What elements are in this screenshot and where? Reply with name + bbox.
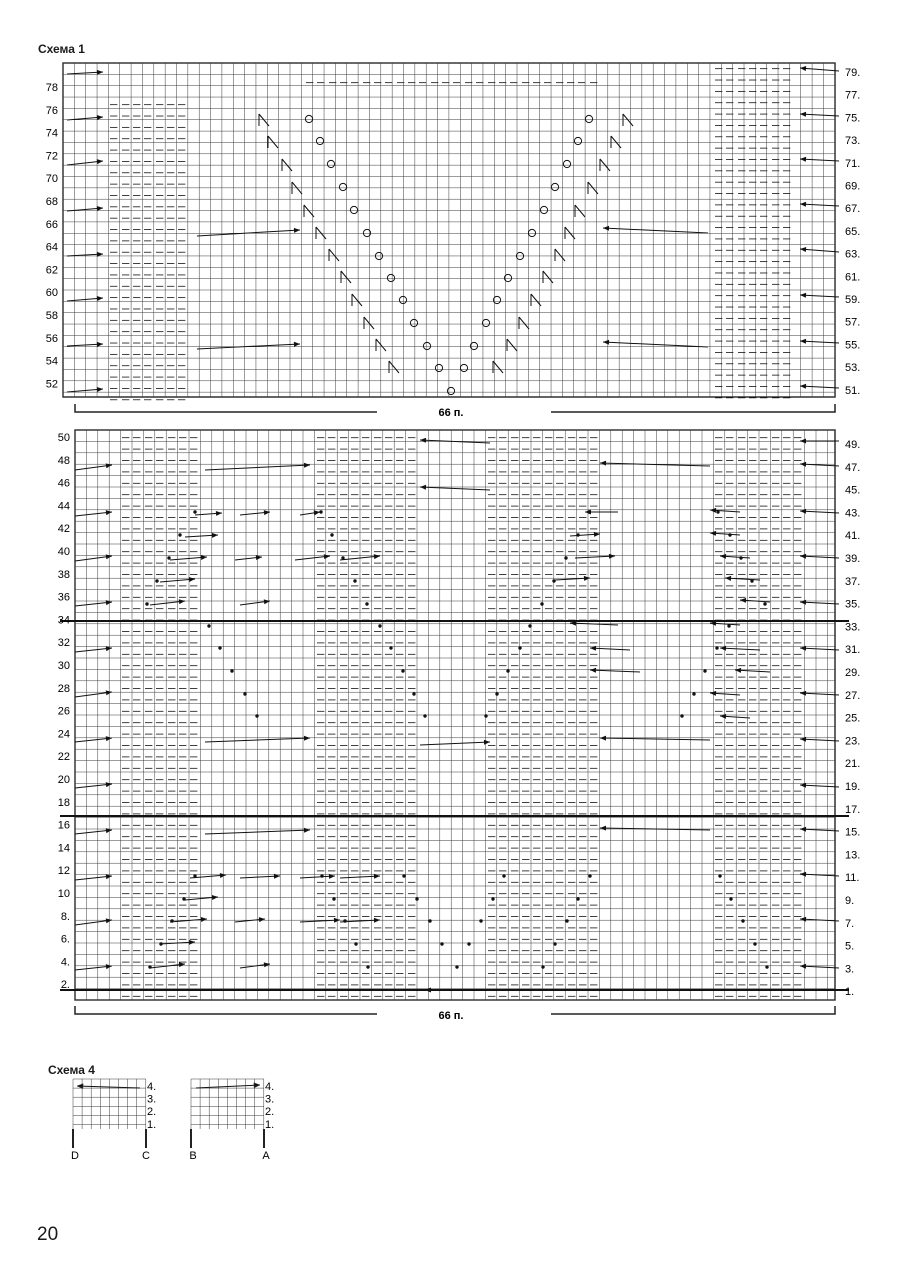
- schema4-left-row-label: 1.: [147, 1118, 157, 1131]
- upper-left-row-label: 78: [45, 82, 58, 94]
- upper-left-row-label: 54: [45, 355, 58, 368]
- knot-mark: [716, 510, 719, 513]
- label-b: B: [189, 1150, 197, 1162]
- arrow-line: [603, 342, 708, 347]
- arrow-head: [106, 646, 112, 651]
- yarn-over-mark: [399, 296, 406, 303]
- upper-left-row-label: 74: [45, 127, 58, 140]
- yarn-over-mark: [305, 115, 312, 122]
- lower-left-row-label: 22: [57, 751, 70, 764]
- yarn-over-mark: [563, 160, 570, 167]
- lower-right-row-label: 9.: [845, 895, 855, 907]
- knot-mark: [440, 942, 443, 945]
- arrow-head: [314, 510, 320, 515]
- lower-right-row-label: 29.: [845, 667, 861, 679]
- yarn-over-mark: [350, 206, 357, 213]
- lower-right-row-labels: [845, 439, 860, 998]
- upper-left-row-label: 60: [45, 287, 58, 300]
- arrow-head: [740, 598, 746, 603]
- knot-mark: [330, 533, 333, 536]
- knot-mark: [354, 942, 357, 945]
- yarn-over-mark: [460, 364, 467, 371]
- arrow-head: [106, 918, 112, 923]
- upper-right-row-label: 57.: [845, 316, 861, 329]
- knot-mark: [750, 579, 753, 582]
- arrow-head: [294, 228, 300, 233]
- schema4-right-row-label: 1.: [265, 1118, 275, 1131]
- knot-mark: [540, 602, 543, 605]
- lower-left-row-label: 26: [57, 705, 70, 718]
- knot-mark: [255, 714, 258, 717]
- arrow-head: [179, 599, 185, 604]
- arrow-head: [106, 510, 112, 515]
- lower-grid-lines: [75, 430, 835, 1000]
- knot-mark: [455, 965, 458, 968]
- knot-mark: [727, 624, 730, 627]
- arrow-head: [800, 872, 806, 877]
- knot-mark: [491, 897, 494, 900]
- lower-left-row-label: 42: [57, 523, 70, 536]
- yarn-over-mark: [435, 364, 442, 371]
- arrow-head: [484, 740, 490, 745]
- upper-right-row-label: 65.: [845, 225, 861, 238]
- yarn-over-mark: [551, 183, 558, 190]
- upper-right-row-label: 79.: [845, 67, 861, 79]
- yarn-over-mark: [327, 160, 334, 167]
- knot-mark: [341, 556, 344, 559]
- upper-right-row-label: 69.: [845, 180, 861, 193]
- schema4-right-row-label: 4.: [265, 1081, 275, 1093]
- knot-mark: [753, 942, 756, 945]
- knot-mark: [765, 965, 768, 968]
- arrow-head: [609, 554, 615, 559]
- arrow-head: [212, 533, 218, 538]
- yarn-over-mark: [585, 115, 592, 122]
- upper-width-label: 66 п.: [438, 407, 464, 419]
- upper-right-row-label: 61.: [845, 271, 861, 284]
- lower-right-row-label: 17.: [845, 803, 861, 816]
- arrow-head: [97, 159, 103, 164]
- knot-mark: [588, 874, 591, 877]
- upper-right-row-label: 71.: [845, 157, 861, 170]
- upper-left-row-label: 58: [45, 310, 58, 322]
- upper-right-row-label: 75.: [845, 112, 861, 125]
- lower-right-row-label: 19.: [845, 781, 861, 793]
- knot-mark: [170, 919, 173, 922]
- arrow-head: [304, 828, 310, 833]
- arrow-head: [189, 940, 195, 945]
- knot-mark: [365, 602, 368, 605]
- lower-left-row-label: 40: [57, 546, 70, 558]
- knot-mark: [541, 965, 544, 968]
- lower-left-row-label: 36: [57, 591, 70, 604]
- arrow-head: [720, 714, 726, 719]
- knot-mark: [428, 919, 431, 922]
- lower-left-row-label: 38: [57, 568, 70, 581]
- upper-right-row-label: 55.: [845, 339, 861, 352]
- upper-right-row-label: 53.: [845, 362, 861, 375]
- knot-mark: [332, 897, 335, 900]
- schema4-left-row-label: 4.: [147, 1081, 157, 1093]
- lower-left-row-label: 48: [57, 454, 70, 467]
- knot-mark: [739, 556, 742, 559]
- lower-left-row-label: 24: [57, 728, 70, 741]
- schema4-chart: [71, 1079, 274, 1162]
- knot-mark: [703, 669, 706, 672]
- knot-mark: [576, 897, 579, 900]
- schema1-lower-chart: [58, 430, 861, 1022]
- arrow-head: [735, 668, 741, 673]
- arrow-head: [420, 485, 426, 490]
- arrow-head: [106, 874, 112, 879]
- knot-mark: [145, 602, 148, 605]
- knot-mark: [343, 919, 346, 922]
- lower-right-row-label: 47.: [845, 461, 861, 474]
- arrow-head: [584, 576, 590, 581]
- knot-mark: [148, 965, 151, 968]
- page-number: 20: [37, 1224, 59, 1245]
- arrow-head: [420, 438, 426, 443]
- lower-right-row-label: 33.: [845, 621, 861, 634]
- arrow-head: [264, 510, 270, 515]
- schema4-title: Схема 4: [48, 1063, 95, 1077]
- knot-mark: [495, 692, 498, 695]
- lower-right-row-label: 3.: [845, 963, 855, 976]
- lower-left-row-label: 4.: [60, 956, 70, 969]
- knot-mark: [729, 897, 732, 900]
- decrease-mark: [364, 317, 374, 329]
- lower-right-row-label: 27.: [845, 689, 861, 702]
- lower-right-row-label: 45.: [845, 484, 861, 497]
- arrow-head: [304, 736, 310, 741]
- schema1-title: Схема 1: [38, 42, 85, 56]
- lower-left-row-labels: [58, 432, 70, 991]
- knot-mark: [182, 897, 185, 900]
- arrow-head: [800, 964, 806, 969]
- lower-right-row-label: 31.: [845, 644, 861, 657]
- lower-right-row-label: 21.: [845, 758, 861, 771]
- lower-left-row-label: 44: [57, 500, 70, 513]
- upper-left-row-label: 56: [45, 332, 58, 345]
- decrease-mark: [519, 317, 529, 329]
- yarn-over-mark: [387, 274, 394, 281]
- arrow-line: [196, 1085, 260, 1088]
- knot-mark: [506, 669, 509, 672]
- lower-right-row-label: 37.: [845, 575, 861, 588]
- decrease-mark: [611, 136, 621, 148]
- upper-right-row-labels: [845, 67, 860, 397]
- knot-mark: [193, 510, 196, 513]
- knot-mark: [230, 669, 233, 672]
- lower-left-row-label: 32: [57, 637, 70, 650]
- arrow-head: [259, 917, 265, 922]
- lower-grid-marks: [75, 438, 839, 997]
- knot-mark: [576, 533, 579, 536]
- decrease-mark: [555, 249, 565, 261]
- upper-left-row-label: 64: [45, 241, 58, 254]
- lower-right-row-label: 15.: [845, 826, 861, 839]
- lower-left-row-label: 6.: [60, 933, 70, 946]
- arrow-head: [106, 736, 112, 741]
- arrow-head: [800, 554, 806, 559]
- knot-mark: [718, 874, 721, 877]
- arrow-head: [324, 554, 330, 559]
- lower-left-row-label: 16: [57, 819, 70, 832]
- knot-mark: [552, 579, 555, 582]
- arrow-line: [420, 487, 490, 490]
- lower-width-label: 66 п.: [438, 1010, 464, 1022]
- knot-mark: [218, 646, 221, 649]
- upper-grid-marks: [67, 66, 839, 400]
- upper-left-row-label: 68: [45, 196, 58, 208]
- knot-mark: [692, 692, 695, 695]
- lower-left-row-label: 14: [57, 842, 70, 855]
- arrow-line: [77, 1086, 140, 1088]
- lower-left-row-label: 50: [57, 432, 70, 444]
- schema4-right-row-label: 3.: [265, 1093, 275, 1106]
- knot-mark: [528, 624, 531, 627]
- arrow-line: [600, 738, 710, 740]
- upper-left-row-labels: [46, 82, 58, 390]
- knot-mark: [564, 556, 567, 559]
- lower-right-row-label: 41.: [845, 530, 861, 543]
- lower-right-row-label: 43.: [845, 507, 861, 520]
- yarn-over-mark: [574, 137, 581, 144]
- arrow-head: [216, 511, 222, 516]
- yarn-over-mark: [540, 206, 547, 213]
- arrow-line: [603, 228, 708, 233]
- arrow-head: [106, 690, 112, 695]
- knot-mark: [502, 874, 505, 877]
- knot-mark: [243, 692, 246, 695]
- lower-right-row-label: 49.: [845, 439, 861, 451]
- knot-mark: [565, 919, 568, 922]
- arrow-head: [600, 461, 606, 466]
- lower-right-row-label: 23.: [845, 735, 861, 748]
- lower-left-row-label: 28: [57, 682, 70, 695]
- knot-mark: [402, 874, 405, 877]
- knot-mark: [518, 646, 521, 649]
- arrow-head: [800, 600, 806, 605]
- knot-mark: [467, 942, 470, 945]
- decrease-mark: [507, 339, 517, 351]
- decrease-mark: [543, 271, 553, 283]
- schema4-right-bracket: [191, 1129, 264, 1148]
- lower-right-row-label: 35.: [845, 598, 861, 611]
- yarn-over-mark: [482, 319, 489, 326]
- knot-mark: [484, 714, 487, 717]
- arrow-head: [294, 342, 300, 347]
- knot-mark: [193, 874, 196, 877]
- arrow-head: [254, 1083, 260, 1088]
- upper-right-row-label: 67.: [845, 203, 861, 216]
- arrow-head: [600, 736, 606, 741]
- knot-mark: [715, 646, 718, 649]
- lower-left-row-label: 12: [57, 865, 70, 878]
- knot-mark: [159, 942, 162, 945]
- arrow-head: [264, 962, 270, 967]
- lower-left-row-label: 8.: [60, 910, 70, 923]
- lower-right-row-label: 7.: [845, 917, 855, 930]
- knot-mark: [401, 669, 404, 672]
- knot-mark: [167, 556, 170, 559]
- arrow-head: [725, 576, 731, 581]
- arrow-line: [720, 648, 760, 650]
- arrow-head: [256, 555, 262, 560]
- arrow-head: [603, 226, 609, 231]
- knot-mark: [587, 510, 590, 513]
- upper-right-row-label: 59.: [845, 294, 861, 306]
- arrow-head: [106, 964, 112, 969]
- knot-mark: [378, 624, 381, 627]
- lower-left-row-label: 30: [57, 660, 70, 672]
- upper-right-row-label: 73.: [845, 135, 861, 148]
- arrow-head: [97, 70, 103, 75]
- upper-grid-lines: [63, 63, 835, 397]
- arrow-head: [800, 691, 806, 696]
- arrow-head: [590, 668, 596, 673]
- upper-left-row-label: 72: [45, 150, 58, 163]
- arrow-head: [106, 782, 112, 787]
- arrow-head: [334, 918, 340, 923]
- arrow-head: [304, 463, 310, 468]
- decrease-mark: [575, 205, 585, 217]
- arrow-head: [800, 462, 806, 467]
- lower-left-row-label: 20: [57, 774, 70, 786]
- knot-mark: [728, 533, 731, 536]
- lower-left-row-label: 34: [57, 614, 70, 627]
- schema4-left-row-label: 2.: [147, 1106, 157, 1119]
- schema4-grids: [73, 1079, 264, 1129]
- arrow-head: [374, 554, 380, 559]
- knot-mark: [553, 942, 556, 945]
- knot-mark: [155, 579, 158, 582]
- arrow-head: [603, 340, 609, 345]
- knot-mark: [479, 919, 482, 922]
- label-a: A: [262, 1150, 270, 1162]
- lower-right-row-label: 5.: [845, 940, 855, 953]
- upper-right-row-label: 63.: [845, 248, 861, 261]
- arrow-head: [710, 531, 716, 536]
- decrease-mark: [341, 271, 351, 283]
- lower-left-row-label: 10: [57, 888, 70, 900]
- arrow-head: [800, 439, 806, 444]
- arrow-head: [600, 826, 606, 831]
- upper-left-row-label: 52: [45, 378, 58, 391]
- arrow-head: [97, 342, 103, 347]
- upper-left-row-label: 66: [45, 218, 58, 231]
- knot-mark: [366, 965, 369, 968]
- lower-right-row-label: 1.: [845, 986, 855, 999]
- decrease-mark: [268, 136, 278, 148]
- label-c: C: [142, 1150, 150, 1162]
- arrow-line: [420, 742, 490, 745]
- lower-left-row-label: 2.: [60, 979, 70, 992]
- knot-mark: [680, 714, 683, 717]
- schema1-upper-chart: [46, 63, 861, 419]
- arrow-head: [710, 508, 716, 513]
- lower-left-row-label: 46: [57, 477, 70, 490]
- knot-mark: [741, 919, 744, 922]
- arrow-head: [720, 554, 726, 559]
- arrow-head: [374, 918, 380, 923]
- schema4-labels: [147, 1081, 274, 1131]
- upper-left-row-label: 76: [45, 104, 58, 117]
- knot-mark: [423, 714, 426, 717]
- yarn-over-mark: [410, 319, 417, 326]
- arrow-head: [179, 962, 185, 967]
- yarn-over-mark: [316, 137, 323, 144]
- upper-left-row-label: 62: [45, 264, 58, 277]
- knot-mark: [320, 874, 323, 877]
- upper-right-row-label: 51.: [845, 384, 861, 397]
- decrease-mark: [329, 249, 339, 261]
- upper-right-row-label: 77.: [845, 89, 861, 102]
- arrow-head: [264, 599, 270, 604]
- knot-mark: [389, 646, 392, 649]
- arrow-line: [590, 670, 640, 672]
- arrow-line: [590, 648, 630, 650]
- knot-mark: [178, 533, 181, 536]
- arrow-head: [800, 917, 806, 922]
- arrow-head: [800, 827, 806, 832]
- arrow-head: [710, 691, 716, 696]
- knot-mark: [207, 624, 210, 627]
- knot-mark: [319, 510, 322, 513]
- lower-right-row-label: 13.: [845, 849, 861, 862]
- knot-mark: [415, 897, 418, 900]
- yarn-over-mark: [447, 387, 454, 394]
- schema4-left-row-label: 3.: [147, 1093, 157, 1106]
- arrow-head: [106, 554, 112, 559]
- lower-left-row-label: 18: [57, 796, 70, 809]
- knot-mark: [353, 579, 356, 582]
- lower-right-row-label: 39.: [845, 553, 861, 565]
- decrease-mark: [352, 294, 362, 306]
- lower-right-row-label: 25.: [845, 712, 861, 725]
- yarn-over-mark: [423, 342, 430, 349]
- lower-right-row-label: 11.: [845, 872, 860, 885]
- knot-mark: [763, 602, 766, 605]
- decrease-mark: [389, 361, 399, 373]
- yarn-over-mark: [339, 183, 346, 190]
- schema4-right-row-label: 2.: [265, 1106, 275, 1119]
- schema4-left-bracket: [73, 1129, 146, 1148]
- arrow-line: [575, 556, 615, 558]
- label-d: D: [71, 1150, 79, 1162]
- knot-mark: [412, 692, 415, 695]
- arrow-line: [600, 463, 710, 466]
- upper-left-row-label: 70: [45, 173, 58, 186]
